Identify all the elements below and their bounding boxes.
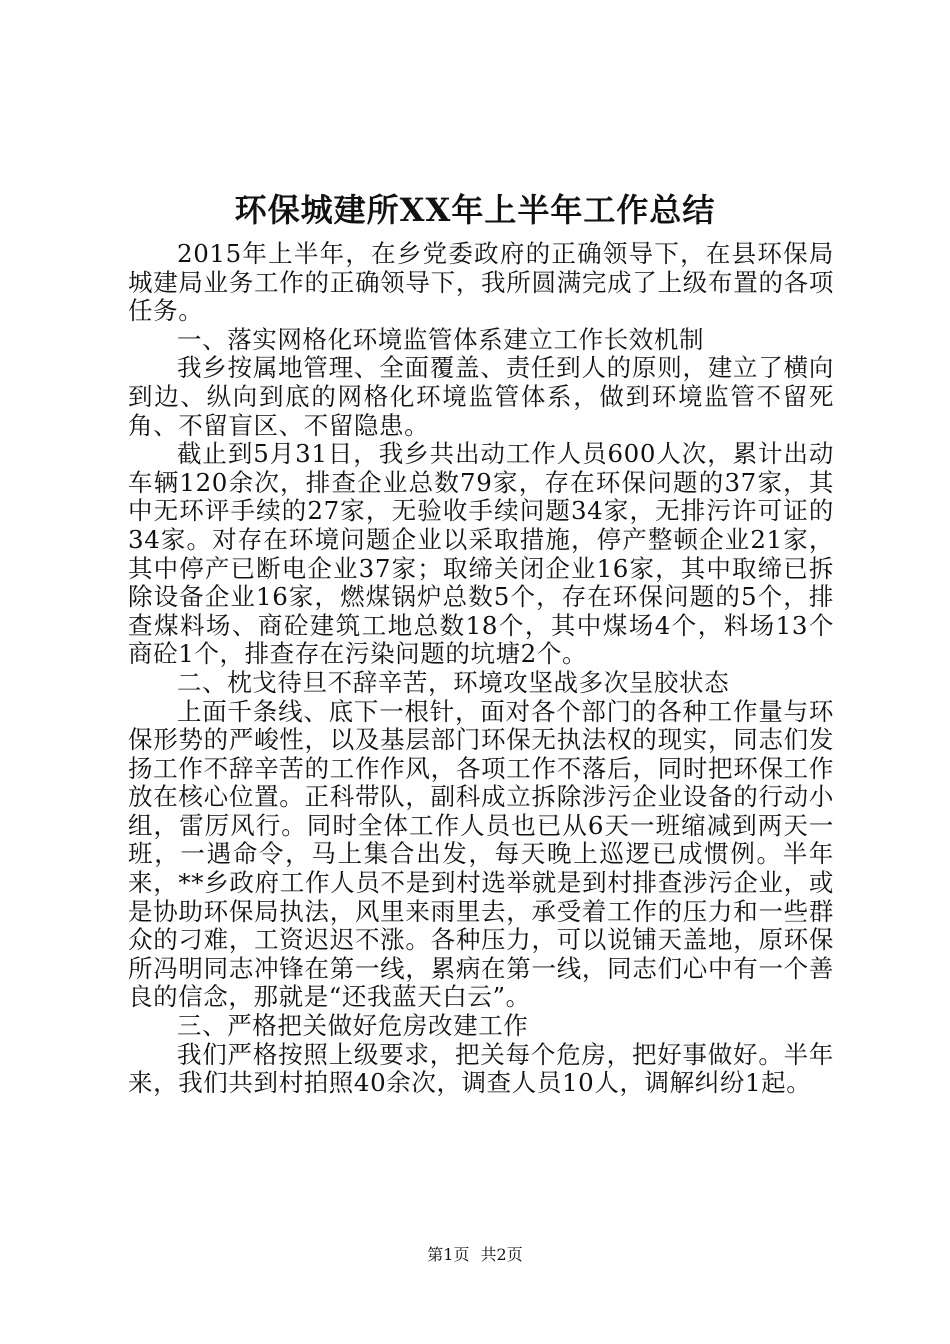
document-body [128, 240, 834, 1098]
page-number: 第1页 [427, 1245, 470, 1264]
paragraph-intro: 2015年上半年，在乡党委政府的正确领导下，在县环保局城建局业务工作的正确领导下，我所圆满完成了上级布置的各项任务。 [128, 239, 834, 326]
section-heading-3: 三、严格把关做好危房改建工作 [177, 1011, 529, 1041]
document-title: 环保城建所XX年上半年工作总结 [234, 191, 716, 229]
paragraph-grid-supervision: 我乡按属地管理、全面覆盖、责任到人的原则，建立了横向到边、纵向到底的网格化环境监管体系，做到环境监管不留死角、不留盲区、不留隐患。 [128, 353, 834, 440]
page-total: 共2页 [480, 1245, 523, 1264]
paragraph-housing: 我们严格按照上级要求，把关每个危房，把好事做好。半年来，我们共到村拍照40余次，调查人员10人，调解纠纷1起。 [128, 1039, 834, 1098]
paragraph-hard-work: 上面千条线、底下一根针，面对各个部门的各种工作量与环保形势的严峻性，以及基层部门环保无执法权的现实，同志们发扬工作不辞辛苦的工作作风，各项工作不落后，同时把环保工作放在核心位置。正科带队，副科成立拆除涉污企业设备的行动小组，雷厉风行。同时全体工作人员也已从6天一班缩减到两天一班，一遇命令，马上集合出发，每天晚上巡逻已成惯例。半年来，**乡政府工作人员不是到村选举就是到村排查涉污企业，或是协助环保局执法，风里来雨里去，承受着工作的压力和一些群众的刁难，工资迟迟不涨。各种压力，可以说铺天盖地，原环保所冯明同志冲锋在第一线，累病在第一线，同志们心中有一个善良的信念，那就是“还我蓝天白云”。 [128, 696, 834, 1012]
section-heading-1: 一、落实网格化环境监管体系建立工作长效机制 [177, 324, 705, 354]
section-heading-2: 二、枕戈待旦不辞辛苦，环境攻坚战多次呈胶状态 [177, 667, 730, 697]
page-footer [0, 1244, 950, 1266]
paragraph-statistics: 截止到5月31日，我乡共出动工作人员600人次，累计出动车辆120余次，排查企业总数79家，存在环保问题的37家，其中无环评手续的27家，无验收手续问题34家，无排污许可证的34家。对存在环境问题企业以采取措施，停产整顿企业21家，其中停产已断电企业37家；取缔关闭企业16家，其中取缔已拆除设备企业16家，燃煤锅炉总数5个，存在环保问题的5个，排查煤料场、商砼建筑工地总数18个，其中煤场4个，料场13个商砼1个，排查存在污染问题的坑塘2个。 [128, 439, 834, 669]
